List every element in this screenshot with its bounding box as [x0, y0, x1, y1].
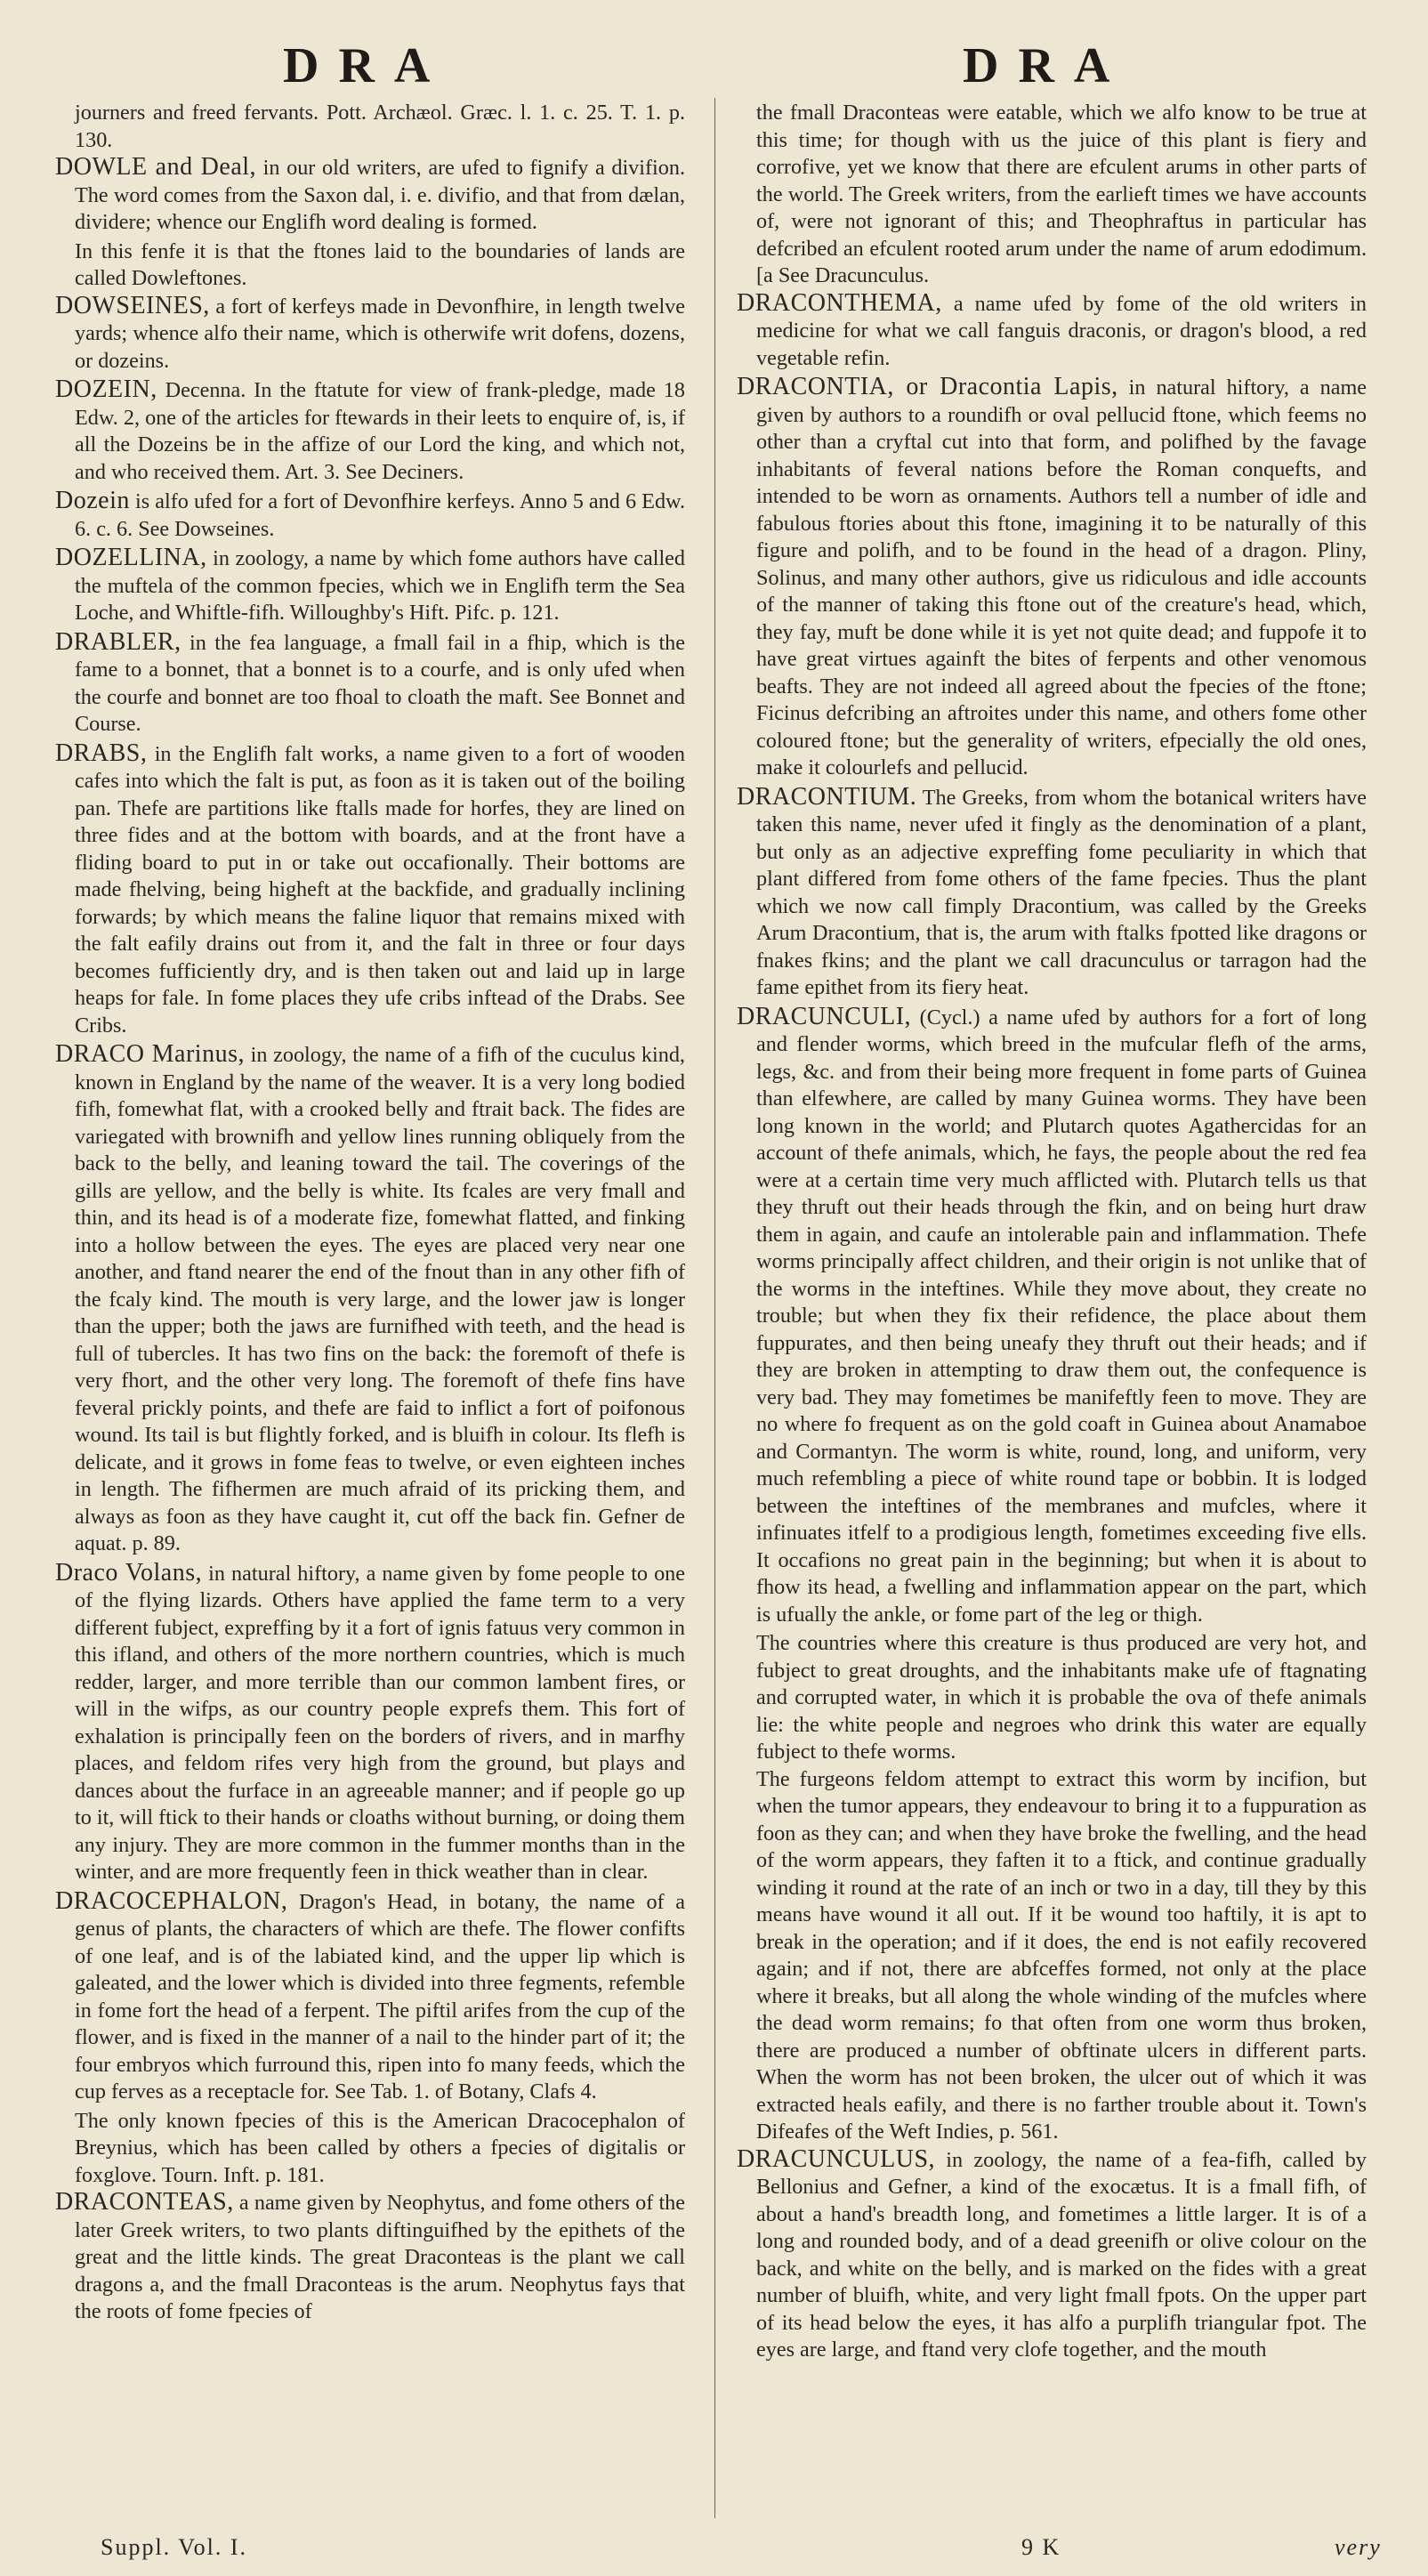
dictionary-entry — [737, 290, 1367, 373]
entry-text: in natural hiftory, a name given by authors to a roundifh or oval pellucid ftone, which feems no other than a cryftal cut into that form, and polifhed by the favage inhabitants of feveral nations before the Roman conquefts, and intended to be worn as ornaments. Authors tell a number of idle and fabulous ftories about this ftone, imagining it to be naturally of this figure and polifh, and to be found in the head of a dragon. Pliny, Solinus, and many other authors, give us ridiculous and idle accounts of the manner of taking this ftone out of the creature's head, which, they fay, muft be done while it is yet not quite dead; and fuppofe it to have great virtues againft the bites of ferpents and other venomous beafts. They are not indeed all agreed about the fpecies of the ftone; Ficinus defcribing an aftroites under this name, and others fome other coloured ftone; but the generality of writers, efpecially the old ones, make it colourlefs and pellucid. — [756, 375, 1367, 779]
catchword: very — [1335, 2534, 1382, 2560]
entry-text: The countries where this creature is thus produced are very hot, and fubject to great droughts, and the inhabitants make ufe of ftagnating and corrupted water, in which it is probable the ova of thefe animals lie: the white people and negroes who drink this water are equally fubject to thefe worms. — [756, 1631, 1367, 1764]
entry-text: (Cycl.) a name ufed by authors for a fort of long and flender worms, which breed in the mufcular flefh of the arms, legs, &c. and from their being more frequent in fome parts of Guinea than elfewhere, are called by many Guinea worms. They have been long known in the world; and Plutarch quotes Agathercidas for an account of thefe animals, which, he fays, the people about the red fea were at a certain time very much afflicted with. Plutarch tells us that they thruft out their heads through the fkin, and on being hurt draw them in again, and caufe an intolerable pain and inflammation. Thefe worms principally affect children, and their origin is not unlike that of the worms in the inteftines. While they move about, they create no trouble; but when they fix their refidence, the place about them fuppurates, and then being uneafy they thruft out their heads; and if they are broken in attempting to draw them out, the confequence is very bad. They may fometimes be manifeftly feen to move. They are no where fo frequent as on the gold coaft in Guinea about Anamaboe and Cormantyn. The worm is white, round, long, and uniform, very much refembling a piece of white round tape or bobbin. It is lodged between the inteftines of the membranes and mufcles, where it infinuates itfelf to a prodigious length, fometimes exceeding five ells. It occafions no great pain in the beginning; but when it is about to fhow its head, a fwelling and inflammation appear on the part, which is ufually the ankle, or fome part of the leg or thigh. — [756, 1005, 1367, 1627]
running-head-left: DRA — [283, 38, 450, 93]
entry-headword: DRACONTIA, or Dracontia Lapis, — [737, 373, 1118, 400]
entry-text: Dragon's Head, in botany, the name of a genus of plants, the characters of which are thefe. The flower confifts of one leaf, and is of the labiated kind, and the upper lip which is galeated, and the lower which is divided into three fegments, refemble in fome fort the head of a ferpent. The piftil arifes from the cup of the flower, and is fixed in the manner of a nail to the hinder part of it; the four embryos which furround this, ripen into fo many feeds, which the cup ferves as a receptacle for. See Tab. 1. of Botany, Clafs 4. — [75, 1889, 685, 2104]
entry-headword: DRACO Marinus, — [55, 1040, 245, 1068]
dictionary-entry — [55, 488, 685, 543]
entry-headword: Dozein — [55, 487, 130, 514]
entry-continuation — [55, 238, 685, 293]
entry-headword: DRACUNCULUS, — [737, 2144, 936, 2173]
dictionary-entry — [55, 545, 685, 627]
dictionary-entry — [737, 2146, 1367, 2364]
entry-text: the fmall Draconteas were eatable, which we alfo know to be true at this time; for though with us the juice of this plant is fiery and corrofive, yet we know that there are efculent arums in other parts of the world. The Greek writers, from the earlieft times we have accounts of, were not ignorant of this; and Theophraftus in particular has defcribed an efculent rooted arum under the name of arum edodimum. [a See Dracunculus. — [756, 101, 1367, 287]
entry-headword: DOWSEINES, — [55, 291, 210, 319]
dictionary-entry — [55, 293, 685, 375]
entry-text: in zoology, the name of a fea-fifh, called by Bellonius and Gefner, a kind of the exocætus. It is a fmall fifh, of about a hand's breadth long, and fometimes a little larger. It is of a long and rounded body, and of a dead greenifh or olive colour on the back, and white on the belly, and is marked on the fides with a great number of bluifh, white, and very light fmall fpots. On the upper part of its head below the eyes, it has alfo a purplifh triangular fpot. The eyes are large, and ftand very clofe together, and the mouth — [756, 2147, 1367, 2362]
entry-text: In this fenfe it is that the ftones laid to the boundaries of lands are called Dowleftones. — [75, 238, 685, 290]
entry-text: in zoology, a name by which fome authors have called the muftela of the common fpecies, which we in Englifh term the Sea Loche, and Whiftle-fifh. Willoughby's Hift. Pifc. p. 121. — [75, 546, 685, 625]
entry-headword: DRACONTEAS, — [55, 2188, 234, 2216]
column-rule — [714, 98, 715, 2518]
entry-text: in the Englifh falt works, a name given to a fort of wooden cafes into which the falt is put, as foon as it is taken out of the boiling pan. Thefe are partitions like ftalls made for horfes, they are lined on three fides and at the bottom with boards, and at the front have a fliding board to put in or take out occafionally. Their bottoms are made fhelving, being higheft at the backfide, and gradually inclining forwards; by which means the faline liquor that remains mixed with the falt eafily drains out from it, and the falt in three or four days becomes fufficiently dry, and is then taken out and laid up in large heaps for fale. In fome places they ufe cribs inftead of the Drabs. See Cribs. — [75, 741, 685, 1038]
entry-continuation — [55, 100, 685, 154]
dictionary-entry — [55, 1888, 685, 2106]
entry-text: is alfo ufed for a fort of Devonfhire kerfeys. Anno 5 and 6 Edw. 6. c. 6. See Dowseines. — [75, 489, 685, 541]
entry-text: Decenna. In the ftatute for view of frank-pledge, made 18 Edw. 2, one of the articles for ftewards in their leets to enquire of, is, if all the Dozeins be in the affize of our Lord the king, and which not, and who received them. Art. 3. See Deciners. — [75, 378, 685, 484]
dictionary-entry — [55, 629, 685, 739]
entry-headword: DRACONTHEMA, — [737, 288, 942, 317]
entry-headword: DRACONTIUM. — [737, 782, 917, 811]
entry-text: journers and freed fervants. Pott. Archæol. Græc. l. 1. c. 25. T. 1. p. 130. — [75, 101, 685, 152]
entry-text: in natural hiftory, a name given by fome people to one of the flying lizards. Others have applied the fame term to a very different fubject, expreffing by it a fort of ignis fatuus very common in this ifland, and others of the more northern countries, which is much redder, larger, and more terrible than our common lambent fires, or will in the wifps, as our country people exprefs them. This fort of exhalation is principally feen on the borders of rivers, and in marfhy places, and feldom rifes very high from the ground, but plays and dances about the furface in an agreeable manner; and if people go up to it, will ftick to their hands or cloaths without burning, or doing them any injury. They are more common in the fummer months than in the winter, and are more frequently feen in thick weather than in clear. — [75, 1561, 685, 1884]
entry-headword: DOWLE and Deal, — [55, 153, 257, 181]
entry-text: in our old writers, are ufed to fignify a divifion. The word comes from the Saxon dal, i. e. divifio, and that from dælan, dividere; whence our Englifh word dealing is formed. — [75, 156, 686, 234]
entry-headword: DRACUNCULI, — [737, 1002, 912, 1030]
dictionary-entry — [55, 2189, 685, 2326]
running-head-right: DRA — [963, 38, 1130, 93]
entry-headword: DRABLER, — [55, 627, 182, 656]
entry-headword: DOZEIN, — [55, 375, 157, 403]
volume-footer: Suppl. Vol. I. — [101, 2534, 248, 2560]
entry-text: a name ufed by fome of the old writers in medicine for what we call fanguis draconis, or dragon's blood, a red vegetable refin. — [756, 291, 1367, 370]
dictionary-entry — [737, 374, 1367, 782]
right-column — [737, 100, 1367, 2366]
entry-text: The furgeons feldom attempt to extract this worm by incifion, but when the tumor appears, they endeavour to bring it to a fuppuration as foon as they can; and when they have broke the fwelling, and the head of the worm appears, they faften it to a ftick, and continue gradually winding it round at the rate of an inch or two in a day, till they by this means have wound it all out. If it be wound too haftily, it is apt to break in the operation; and if it does, the end is not eafily recovered again; and if not, there are abfceffes formed, not only at the place where it breaks, but all along the whole winding of the mufcles where the dead worm remains; fo that often from one worm thus broken, there are produced a number of obftinate ulcers in different parts. When the worm has not been broken, the ulcer out of which it was extracted heals eafily, and there is no farther trouble about it. Town's Difeafes of the Weft Indies, p. 561. — [756, 1766, 1367, 2144]
dictionary-entry — [737, 784, 1367, 1002]
dictionary-entry — [737, 1004, 1367, 1629]
entry-text: in the fea language, a fmall fail in a fhip, which is the fame to a bonnet, that a bonnet is to a courfe, and is only ufed when the courfe and bonnet are too fhoal to cloath the maft. See Bonnet and Course. — [75, 630, 685, 736]
dictionary-entry — [55, 1041, 685, 1558]
entry-headword: DRACOCEPHALON, — [55, 1886, 288, 1915]
dictionary-entry — [55, 1560, 685, 1886]
entry-continuation — [55, 2108, 685, 2190]
signature-mark: 9 K — [1021, 2534, 1061, 2560]
dictionary-entry — [55, 376, 685, 486]
entry-continuation — [737, 100, 1367, 290]
dictionary-entry — [55, 154, 685, 237]
entry-headword: DRABS, — [55, 739, 148, 767]
entry-text: The only known fpecies of this is the American Dracocephalon of Breynius, which has been called by others a fpecies of digitalis or foxglove. Tourn. Inft. p. 181. — [75, 2108, 685, 2187]
entry-text: a name given by Neophytus, and fome others of the later Greek writers, to two plants diftinguifhed by the epithets of the great and the little kinds. The great Draconteas is the plant we call dragons a, and the fmall Draconteas is the arum. Neophytus fays that the roots of fome fpecies of — [75, 2191, 685, 2323]
entry-text: The Greeks, from whom the botanical writers have taken this name, never ufed it fingly as the denomination of a plant, but only as an adjective expreffing fome peculiarity in which that plant differed from fome others of the fame fpecies. Thus the plant which we now call fimply Dracontium, was called by the Greeks Arum Dracontium, that is, the arum with ftalks fpotted like dragons or fnakes fkins; and the plant we call dracunculus or tarragon had the fame epithet from its fiery heat. — [756, 785, 1367, 999]
dictionary-entry — [55, 740, 685, 1040]
entry-headword: Draco Volans, — [55, 1558, 203, 1587]
left-column — [55, 100, 685, 2328]
entry-headword: DOZELLINA, — [55, 544, 207, 571]
entry-continuation — [737, 1766, 1367, 2146]
entry-continuation — [737, 1630, 1367, 1766]
entry-text: a fort of kerfeys made in Devonfhire, in length twelve yards; whence alfo their name, which is otherwife writ dofens, dozens, or dozeins. — [75, 294, 685, 373]
entry-text: in zoology, the name of a fifh of the cuculus kind, known in England by the name of the weaver. It is a very long bodied fifh, fomewhat flat, with a crooked belly and ftrait back. The fides are variegated with brownifh and yellow lines running obliquely from the back to the belly, and leaning toward the tail. The coverings of the gills are yellow, and the belly is white. Its fcales are very fmall and thin, and its head is of a moderate fize, fomewhat flatted, and finking into a hollow between the eyes. The eyes are placed very near one another, and ftand nearer the end of the fnout than in any other fifh of the fcaly kind. The mouth is very large, and the lower jaw is longer than the upper; both the jaws are furnifhed with teeth, and the head is full of tubercles. It has two fins on the back: the foremoft of thefe is very fhort, and the other very long. The foremoft of thefe fins have feveral prickly points, and thefe are faid to inflict a fort of poifonous wound. Its tail is but flightly forked, and is bluifh in colour. Its flefh is delicate, and it grows in fome feas to twelve, or even eighteen inches in length. The fifhermen are much afraid of its pricking them, and always as foon as they have caught it, cut off the back fin. Gefner de aquat. p. 89. — [75, 1043, 685, 1555]
